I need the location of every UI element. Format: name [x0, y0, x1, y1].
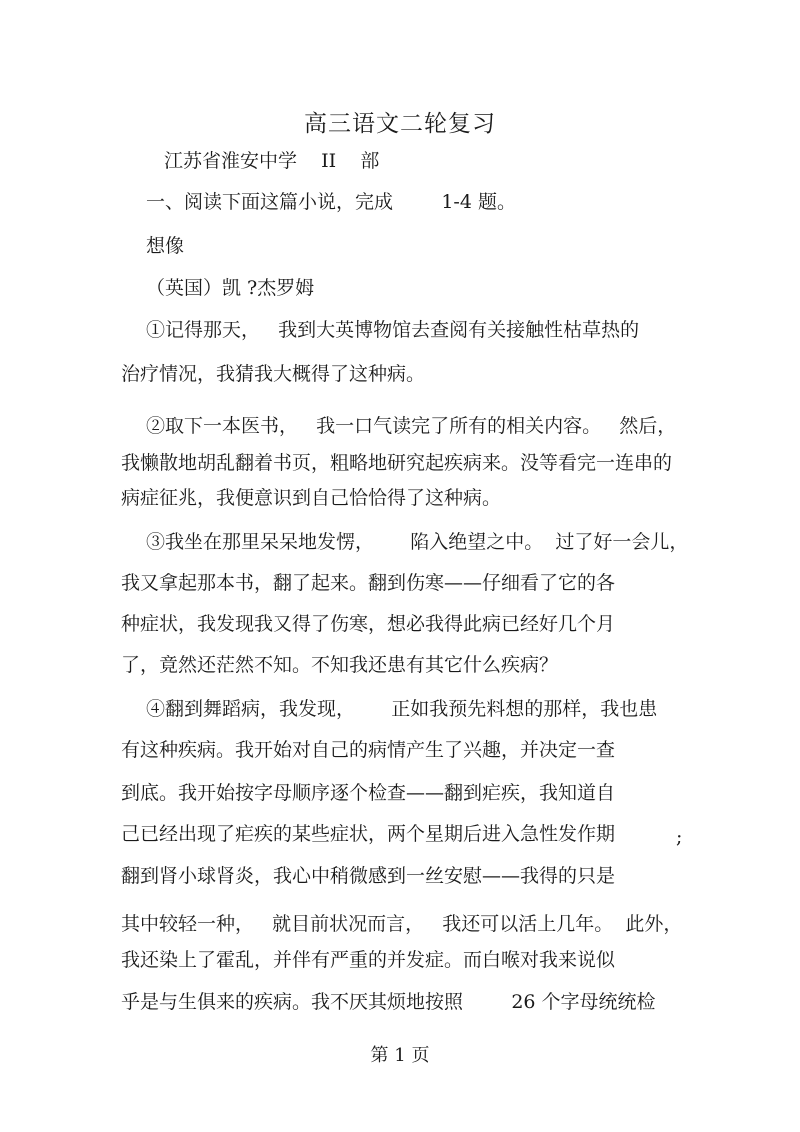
text-line: 我还染上了霍乱，并伴有严重的并发症。而白喉对我来说似: [121, 949, 616, 971]
text-line: 了，竟然还茫然不知。不知我还患有其它什么疾病？: [121, 654, 559, 676]
school-line: 江苏省淮安中学 II 部: [164, 150, 380, 172]
text-line: ①记得那天， 我到大英博物馆去查阅有关接触性枯草热的: [146, 319, 640, 341]
semicolon-mark: ;: [676, 826, 683, 848]
document-title: 高三语文二轮复习: [304, 111, 496, 137]
text-line: 我又拿起那本书，翻了起来。翻到伤寒——仔细看了它的各: [121, 572, 616, 594]
text-line: 翻到肾小球肾炎，我心中稍微感到一丝安慰——我得的只是: [121, 865, 616, 887]
text-line: 己已经出现了疟疾的某些症状，两个星期后进入急性发作期: [121, 823, 616, 845]
text-line: 治疗情况，我猜我大概得了这种病。: [121, 363, 426, 385]
text-line: 有这种疾病。我开始对自己的病情产生了兴趣，并决定一查: [121, 739, 616, 761]
text-line: 其中较轻一种， 就目前状况而言， 我还可以活上几年。 此外，: [121, 913, 683, 935]
instruction-line: 一、阅读下面这篇小说，完成 1-4 题。: [146, 191, 516, 213]
text-line: 乎是与生俱来的疾病。我不厌其烦地按照 26 个字母统统检: [121, 991, 656, 1013]
text-line: 我懒散地胡乱翻着书页，粗略地研究起疾病来。没等看完一连串的: [121, 452, 673, 474]
page-number: 第 1 页: [370, 1045, 430, 1066]
text-line: 种症状，我发现我又得了伤寒，想必我得此病已经好几个月: [121, 613, 616, 635]
text-line: 到底。我开始按字母顺序逐个检查——翻到疟疾，我知道自: [121, 782, 616, 804]
text-line: ③我坐在那里呆呆地发愣， 陷入绝望之中。 过了好一会儿，: [146, 531, 689, 553]
story-title: 想像: [146, 235, 185, 257]
text-line: 病症征兆，我便意识到自己恰恰得了这种病。: [121, 487, 502, 509]
author-line: （英国）凯 ?杰罗姆: [146, 277, 315, 299]
text-line: ④翻到舞蹈病，我发现， 正如我预先料想的那样，我也患: [146, 698, 658, 720]
text-line: ②取下一本医书， 我一口气读完了所有的相关内容。 然后，: [146, 415, 677, 437]
